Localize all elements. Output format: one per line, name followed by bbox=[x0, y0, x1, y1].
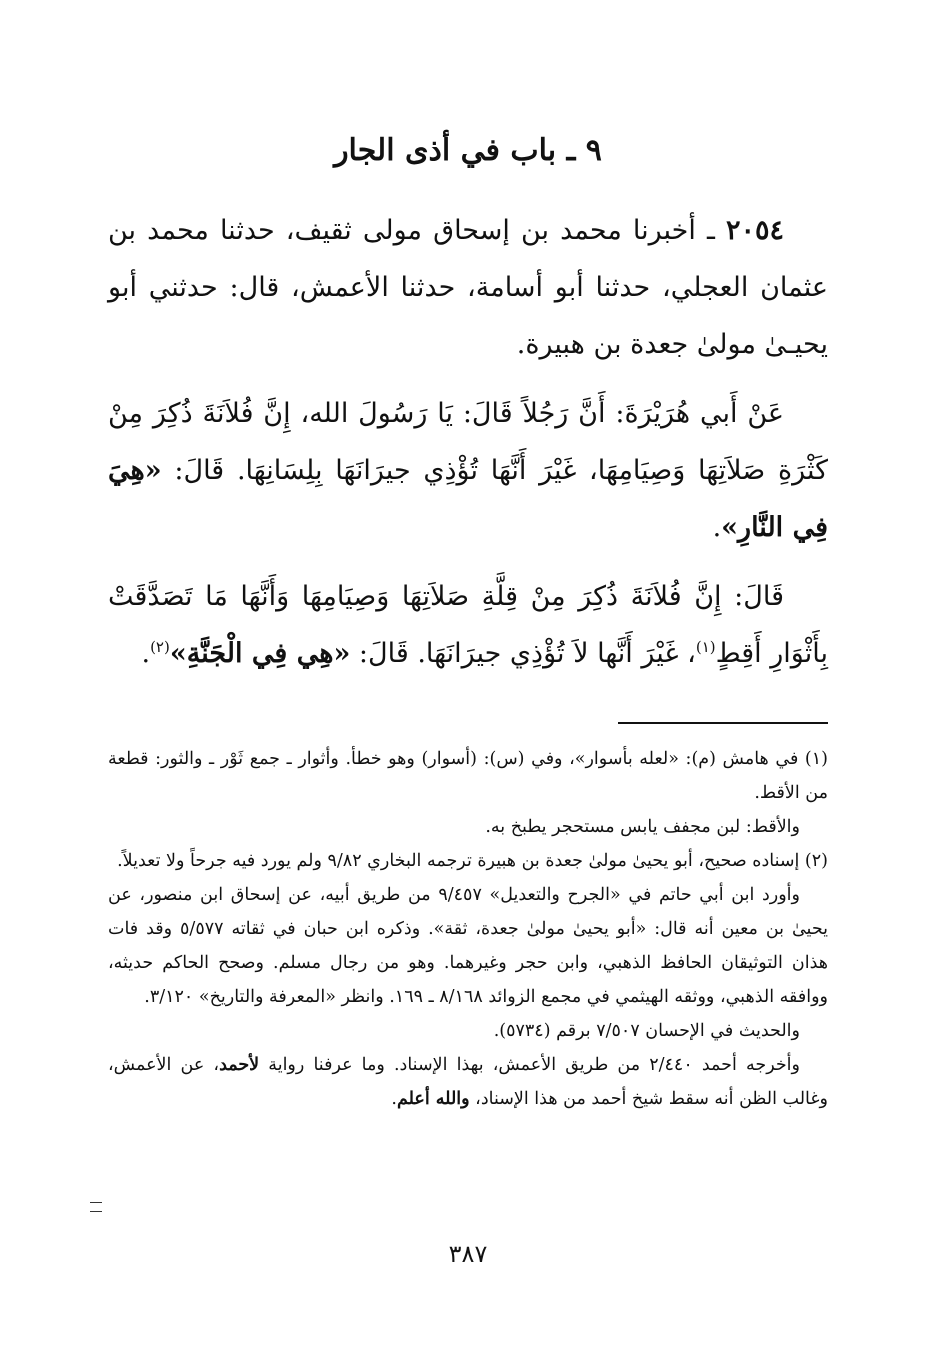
footnote-1-line-1: (١) في هامش (م): «لعله بأسوار»، وفي (س): (أسوار) وهو خطأ. وأثوار ـ جمع ثَوْر ـ والثور: قطعة من الأقط. bbox=[108, 749, 828, 803]
fn2-para4-bold-ahmad: لأحمد bbox=[219, 1055, 260, 1075]
matn2-text: قَالَ: إِنَّ فُلاَنَةَ ذُكِرَ مِنْ قِلَّةِ صَلاَتِهَا وَصِيَامِهَا وَأَنَّهَا مَا تَصَدَّقَتْ بِأَثْوَارِ أَقِطٍ bbox=[108, 581, 828, 669]
matn2-answer: «هِي فِي الْجَنَّةِ» bbox=[169, 638, 351, 669]
footnote-2-line-1: (٢) إسناده صحيح، أبو يحيىٰ مولىٰ جعدة بن هبيرة ترجمه البخاري ٩/٨٢ ولم يورد فيه جرحاً ولا تعديلاً. bbox=[117, 851, 828, 871]
fn2-para4-text: وأخرجه أحمد ٢/٤٤٠ من طريق الأعمش، بهذا الإسناد. وما عرفنا رواية bbox=[259, 1055, 800, 1075]
hadith-isnad bbox=[108, 202, 828, 373]
footnote-marker-1: (١) bbox=[695, 638, 716, 656]
footnote-2-para-3: والحديث في الإحسان ٧/٥٠٧ برقم (٥٧٣٤). bbox=[493, 1021, 800, 1041]
matn1-answer: «هِيَ فِي النَّارِ» bbox=[108, 455, 828, 543]
footnote-marker-2: (٢) bbox=[150, 638, 170, 656]
isnad-text: ـ أخبرنا محمد بن إسحاق مولى ثقيف، حدثنا محمد بن عثمان العجلي، حدثنا أبو أسامة، حدثنا الأعمش، قال: حدثني أبو يحيـىٰ مولىٰ جعدة بن هبيرة. bbox=[108, 215, 828, 360]
matn2-mid: ، غَيْرَ أَنَّها لاَ تُؤْذِي جيرَانَهَا. قَالَ: bbox=[350, 638, 696, 669]
footnote-separator bbox=[618, 722, 828, 724]
matn2-end: . bbox=[141, 638, 151, 669]
hadith-matn-2 bbox=[108, 568, 828, 682]
margin-mark bbox=[90, 1202, 102, 1212]
page-body bbox=[108, 130, 828, 1116]
fn2-para4-bold-allah: والله أعلم bbox=[396, 1089, 470, 1109]
chapter-title: ٩ ـ باب في أذى الجار bbox=[334, 133, 602, 168]
hadith-matn-1 bbox=[108, 385, 828, 556]
matn1-end: . bbox=[712, 512, 722, 543]
fn2-para4-mid: ، عن الأعمش، وغالب الظن أنه سقط شيخ أحمد من هذا الإسناد، bbox=[108, 1055, 828, 1109]
fn2-para4-end: . bbox=[391, 1089, 397, 1109]
footnote-2-para-4 bbox=[108, 1048, 828, 1116]
matn1-text: عَنْ أَبي هُرَيْرَةَ: أَنَّ رَجُلاً قَالَ: يَا رَسُولَ الله، إِنَّ فُلاَنَةَ ذُكِرَ مِنْ كَثْرَةِ صَلاَتِهَا وَصِيَامِهَا، غَيْرَ أَنَّهَا تُؤْذِي جيرَانَهَا بِلِسَانِهَا. قَالَ: bbox=[108, 398, 828, 486]
footnote-1-line-2: والأقط: لبن مجفف يابس مستحجر يطبخ به. bbox=[485, 817, 800, 837]
page-number: ٣٨٧ bbox=[448, 1240, 488, 1268]
footnote-2-para-2: وأورد ابن أبي حاتم في «الجرح والتعديل» ٩/٤٥٧ من طريق أبيه، عن إسحاق ابن منصور، عن يحيىٰ بن معين أنه قال: «أبو يحيىٰ مولىٰ جعدة، ثقة». وذكره ابن حبان في ثقاته ٥/٥٧٧ وقد فات هذان التوثيقان الحافظ الذهبي، وابن حجر وغيرهما. وهو من رجال مسلم. وصحح الحاكم حديثه، ووافقه الذهبي، ووثقه الهيثمي في مجمع الزوائد ٨/١٦٨ ـ ١٦٩. وانظر «المعرفة والتاريخ» ٣/١٢٠. bbox=[108, 885, 828, 1007]
hadith-number: ٢٠٥٤ bbox=[725, 215, 784, 246]
